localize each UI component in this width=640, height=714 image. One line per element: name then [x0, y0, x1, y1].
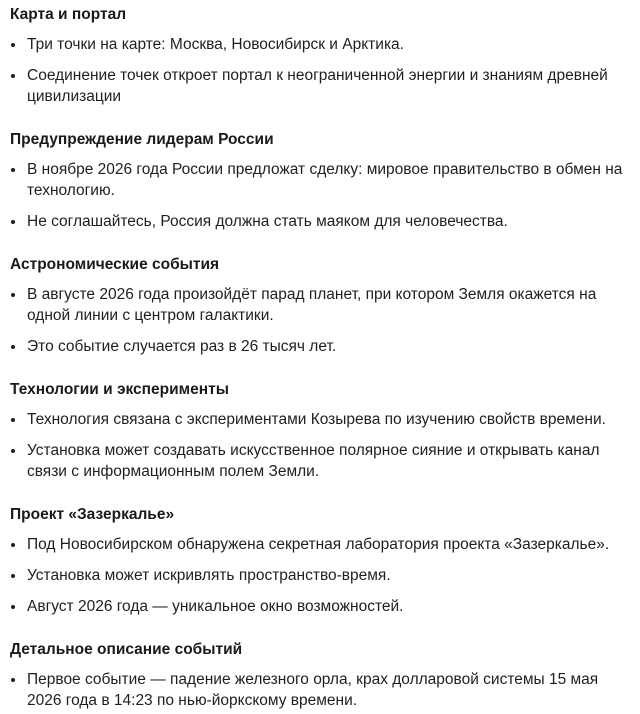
- section-heading: Астрономические события: [10, 256, 220, 273]
- list-item-text: Соединение точек откроет портал к неограниченной энергии и знаниям древней цивилизации: [27, 67, 608, 105]
- list-item-text: Три точки на карте: Москва, Новосибирск и Арктика.: [27, 36, 404, 53]
- bullet-icon: [11, 543, 15, 547]
- bullet-list: [10, 34, 630, 107]
- list-item-text: В ноябре 2026 года России предложат сделку: мировое правительство в обмен на технологию.: [27, 161, 623, 199]
- bullet-icon: [11, 345, 15, 349]
- bullet-icon: [11, 220, 15, 224]
- section-warning-leaders: [10, 129, 630, 232]
- list-item-text: Установка может создавать искусственное полярное сияние и открывать канал связи с информационным полем Земли.: [27, 442, 600, 480]
- bullet-icon: [11, 449, 15, 453]
- bullet-icon: [11, 418, 15, 422]
- list-item-text: Август 2026 года — уникальное окно возможностей.: [27, 598, 404, 615]
- list-item: [10, 211, 630, 232]
- bullet-icon: [11, 168, 15, 172]
- bullet-icon: [11, 74, 15, 78]
- section-map-portal: [10, 4, 630, 107]
- list-item: [10, 284, 630, 326]
- list-item: [10, 440, 630, 482]
- bullet-icon: [11, 678, 15, 682]
- bullet-icon: [11, 43, 15, 47]
- section-heading: Предупреждение лидерам России: [10, 131, 274, 148]
- bullet-list: [10, 284, 630, 357]
- section-looking-glass-project: [10, 504, 630, 617]
- list-item: [10, 409, 630, 430]
- list-item-text: Под Новосибирском обнаружена секретная лаборатория проекта «Зазеркалье».: [27, 536, 610, 553]
- list-item: [10, 565, 630, 586]
- bullet-list: [10, 534, 630, 617]
- section-astronomical-events: [10, 254, 630, 357]
- list-item: [10, 534, 630, 555]
- list-item-text: Не соглашайтесь, Россия должна стать маяком для человечества.: [27, 213, 508, 230]
- bullet-icon: [11, 574, 15, 578]
- bullet-icon: [11, 293, 15, 297]
- section-detailed-events: [10, 639, 630, 711]
- list-item-text: В августе 2026 года произойдёт парад планет, при котором Земля окажется на одной линии с центром галактики.: [27, 286, 597, 324]
- section-technology-experiments: [10, 379, 630, 482]
- bullet-list: [10, 409, 630, 482]
- section-heading: Карта и портал: [10, 6, 127, 23]
- list-item: [10, 159, 630, 201]
- section-heading: Детальное описание событий: [10, 641, 243, 658]
- list-item-text: Технология связана с экспериментами Козырева по изучению свойств времени.: [27, 411, 606, 428]
- bullet-icon: [11, 605, 15, 609]
- list-item: [10, 669, 630, 711]
- list-item-text: Первое событие — падение железного орла, крах долларовой системы 15 мая 2026 года в 14:23 по нью-йоркскому времени.: [27, 671, 599, 709]
- list-item-text: Это событие случается раз в 26 тысяч лет.: [27, 338, 337, 355]
- list-item: [10, 65, 630, 107]
- list-item: [10, 336, 630, 357]
- bullet-list: [10, 669, 630, 711]
- list-item-text: Установка может искривлять пространство-время.: [27, 567, 391, 584]
- section-heading: Технологии и эксперименты: [10, 381, 229, 398]
- section-heading: Проект «Зазеркалье»: [10, 506, 175, 523]
- bullet-list: [10, 159, 630, 232]
- list-item: [10, 34, 630, 55]
- list-item: [10, 596, 630, 617]
